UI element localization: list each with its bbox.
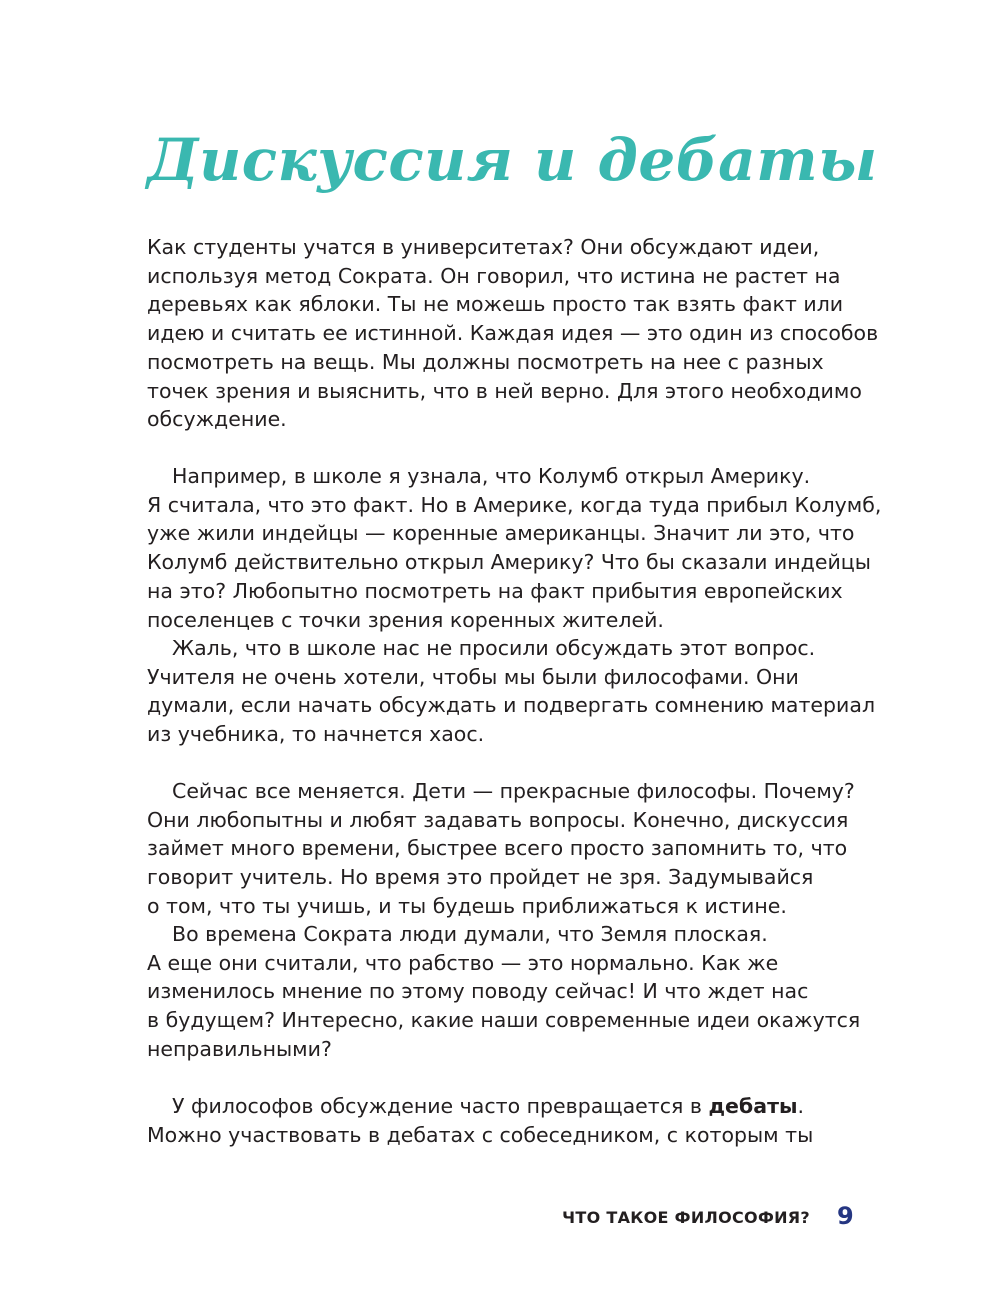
text-line: Сейчас все меняется. Дети — прекрасные философы. Почему? [172, 779, 855, 803]
text-line: изменилось мнение по этому поводу сейчас! И что ждет нас [147, 979, 809, 1004]
page-footer [0, 1204, 1000, 1234]
text-run: . [797, 1094, 805, 1118]
text-line: думали, если начать обсуждать и подвергать сомнению материал [147, 693, 876, 718]
text-line: точек зрения и выяснить, что в ней верно. Для этого необходимо [147, 378, 862, 403]
text-line: Жаль, что в школе нас не просили обсуждать этот вопрос. [172, 636, 816, 660]
text-line: посмотреть на вещь. Мы должны посмотреть на нее с разных [147, 349, 824, 374]
text-line: Они любопытны и любят задавать вопросы. Конечно, дискуссия [147, 807, 849, 832]
paragraph-2 [147, 462, 882, 634]
text-line: займет много времени, быстрее всего просто запомнить то, что [147, 836, 848, 861]
text-line: деревьях как яблоки. Ты не можешь просто так взять факт или [147, 292, 844, 317]
paragraph-6 [147, 1092, 877, 1149]
text-line: А еще они считали, что рабство — это нормально. Как же [147, 950, 779, 975]
paragraph-1 [147, 233, 877, 434]
text-line: Например, в школе я узнала, что Колумб открыл Америку. [172, 464, 811, 488]
text-line: говорит учитель. Но время это пройдет не зря. Задумывайся [147, 865, 814, 890]
text-line: на это? Любопытно посмотреть на факт прибытия европейских [147, 578, 843, 603]
text-line: неправильными? [147, 1036, 332, 1061]
text-line: Я считала, что это факт. Но в Америке, когда туда прибыл Колумб, [147, 492, 882, 517]
text-line: о том, что ты учишь, и ты будешь приближаться к истине. [147, 893, 787, 918]
page-title: Дискуссия и дебаты [147, 126, 878, 194]
paragraph-5 [147, 920, 877, 1064]
text-line [147, 1092, 877, 1121]
page-number: 9 [837, 1202, 854, 1230]
text-line: Как студенты учатся в университетах? Они обсуждают идеи, [147, 235, 820, 259]
text-line: обсуждение. [147, 407, 287, 432]
paragraph-4 [147, 777, 877, 921]
paragraph-3 [147, 634, 877, 749]
running-head: ЧТО ТАКОЕ ФИЛОСОФИЯ? [562, 1208, 810, 1227]
text-line: Можно участвовать в дебатах с собеседником, с которым ты [147, 1122, 814, 1147]
text-line: из учебника, то начнется хаос. [147, 722, 485, 747]
text-line: поселенцев с точки зрения коренных жителей. [147, 607, 664, 632]
text-line: Колумб действительно открыл Америку? Что бы сказали индейцы [147, 550, 871, 575]
term-debates: дебаты [708, 1094, 798, 1118]
text-line: в будущем? Интересно, какие наши современные идеи окажутся [147, 1008, 861, 1033]
text-line: уже жили индейцы — коренные американцы. Значит ли это, что [147, 521, 855, 546]
text-line: используя метод Сократа. Он говорил, что истина не растет на [147, 263, 841, 288]
text-line: идею и считать ее истинной. Каждая идея — это один из способов [147, 321, 879, 346]
text-run: У философов обсуждение часто превращается в [172, 1094, 709, 1118]
text-line: Во времена Сократа люди думали, что Земля плоская. [172, 922, 768, 946]
text-line: Учителя не очень хотели, чтобы мы были философами. Они [147, 664, 799, 689]
